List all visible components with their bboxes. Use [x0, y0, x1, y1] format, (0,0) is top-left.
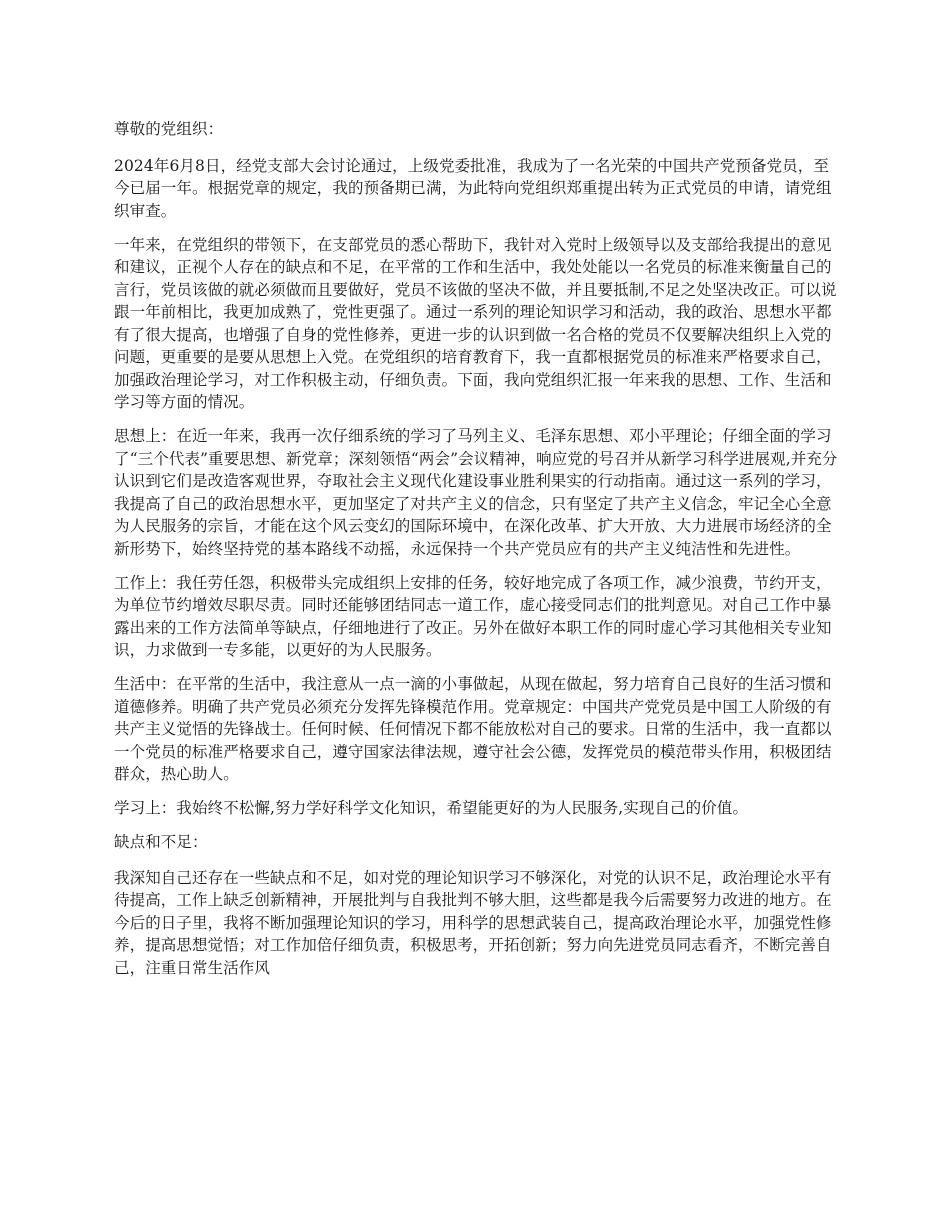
paragraph-study: 学习上：我始终不松懈,努力学好科学文化知识，希望能更好的为人民服务,实现自己的价值。 — [114, 799, 749, 817]
paragraph-application: 2024年6月8日，经党支部大会讨论通过，上级党委批准，我成为了一名光荣的中国共产党预备党员，至今已届一年。根据党章的规定，我的预备期已满，为此特向党组织郑重提出转为正式党员的申请，请党组织审查。 — [114, 156, 832, 220]
paragraph-shortcomings: 我深知自己还存在一些缺点和不足，如对党的理论知识学习不够深化，对党的认识不足，政治理论水平有待提高，工作上缺乏创新精神，开展批判与自我批判不够大胆，这些都是我今后需要努力改进的地方。在今后的日子里，我将不断加强理论知识的学习，用科学的思想武装自己，提高政治理论水平，加强党性修养，提高思想觉悟；对工作加倍仔细负责，积极思考，开拓创新；努力向先进党员同志看齐，不断完善自己，注重日常生活作风 — [114, 868, 832, 977]
paragraph-work: 工作上：我任劳任怨，积极带头完成组织上安排的任务，较好地完成了各项工作，减少浪费，节约开支，为单位节约增效尽职尽责。同时还能够团结同志一道工作，虚心接受同志们的批判意见。对自己工作中暴露出来的工作方法简单等缺点，仔细地进行了改正。另外在做好本职工作的同时虚心学习其他相关专业知识，力求做到一专多能，以更好的为人民服务。 — [114, 573, 832, 659]
shortcomings-heading: 缺点和不足： — [114, 833, 208, 851]
salutation: 尊敬的党组织： — [114, 120, 224, 138]
paragraph-thought: 思想上：在近一年来，我再一次仔细系统的学习了马列主义、毛泽东思想、邓小平理论；仔细全面的学习了“三个代表”重要思想、新党章；深刻领悟“两会”会议精神，响应党的号召并从新学习科学进展观,并充分认识到它们是改造客观世界，夺取社会主义现代化建设事业胜利果实的行动指南。通过这一系列的学习，我提高了自己的政治思想水平，更加坚定了对共产主义的信念，只有坚定了共产主义信念，牢记全心全意为人民服务的宗旨，才能在这个风云变幻的国际环境中，在深化改革、扩大开放、大力进展市场经济的全新形势下，始终坚持党的基本路线不动摇，永远保持一个共产党员应有的共产主义纯洁性和先进性。 — [114, 427, 838, 558]
paragraph-life: 生活中：在平常的生活中，我注意从一点一滴的小事做起，从现在做起，努力培育自己良好的生活习惯和道德修养。明确了共产党员必须充分发挥先锋模范作用。党章规定：中国共产党党员是中国工人阶级的有共产主义觉悟的先锋战士。任何时候、任何情况下都不能放松对自己的要求。日常的生活中，我一直都以一个党员的标准严格要求自己，遵守国家法律法规，遵守社会公德，发挥党员的模范带头作用，积极团结群众，热心助人。 — [114, 675, 832, 783]
document-page — [114, 118, 838, 991]
paragraph-overview: 一年来，在党组织的带领下，在支部党员的悉心帮助下，我针对入党时上级领导以及支部给我提出的意见和建议，正视个人存在的缺点和不足，在平常的工作和生活中，我处处能以一名党员的标准来衡量自己的言行，党员该做的就必须做而且要做好，党员不该做的坚决不做，并且要抵制,不足之处坚决改正。可以说跟一年前相比，我更加成熟了，党性更强了。通过一系列的理论知识学习和活动，我的政治、思想水平都有了很大提高，也增强了自身的党性修养，更进一步的认识到做一名合格的党员不仅要解决组织上入党的问题，更重要的是要从思想上入党。在党组织的培育教育下，我一直都根据党员的标准来严格要求自己，加强政治理论学习，对工作积极主动，仔细负责。下面，我向党组织汇报一年来我的思想、工作、生活和学习等方面的情况。 — [114, 235, 837, 411]
